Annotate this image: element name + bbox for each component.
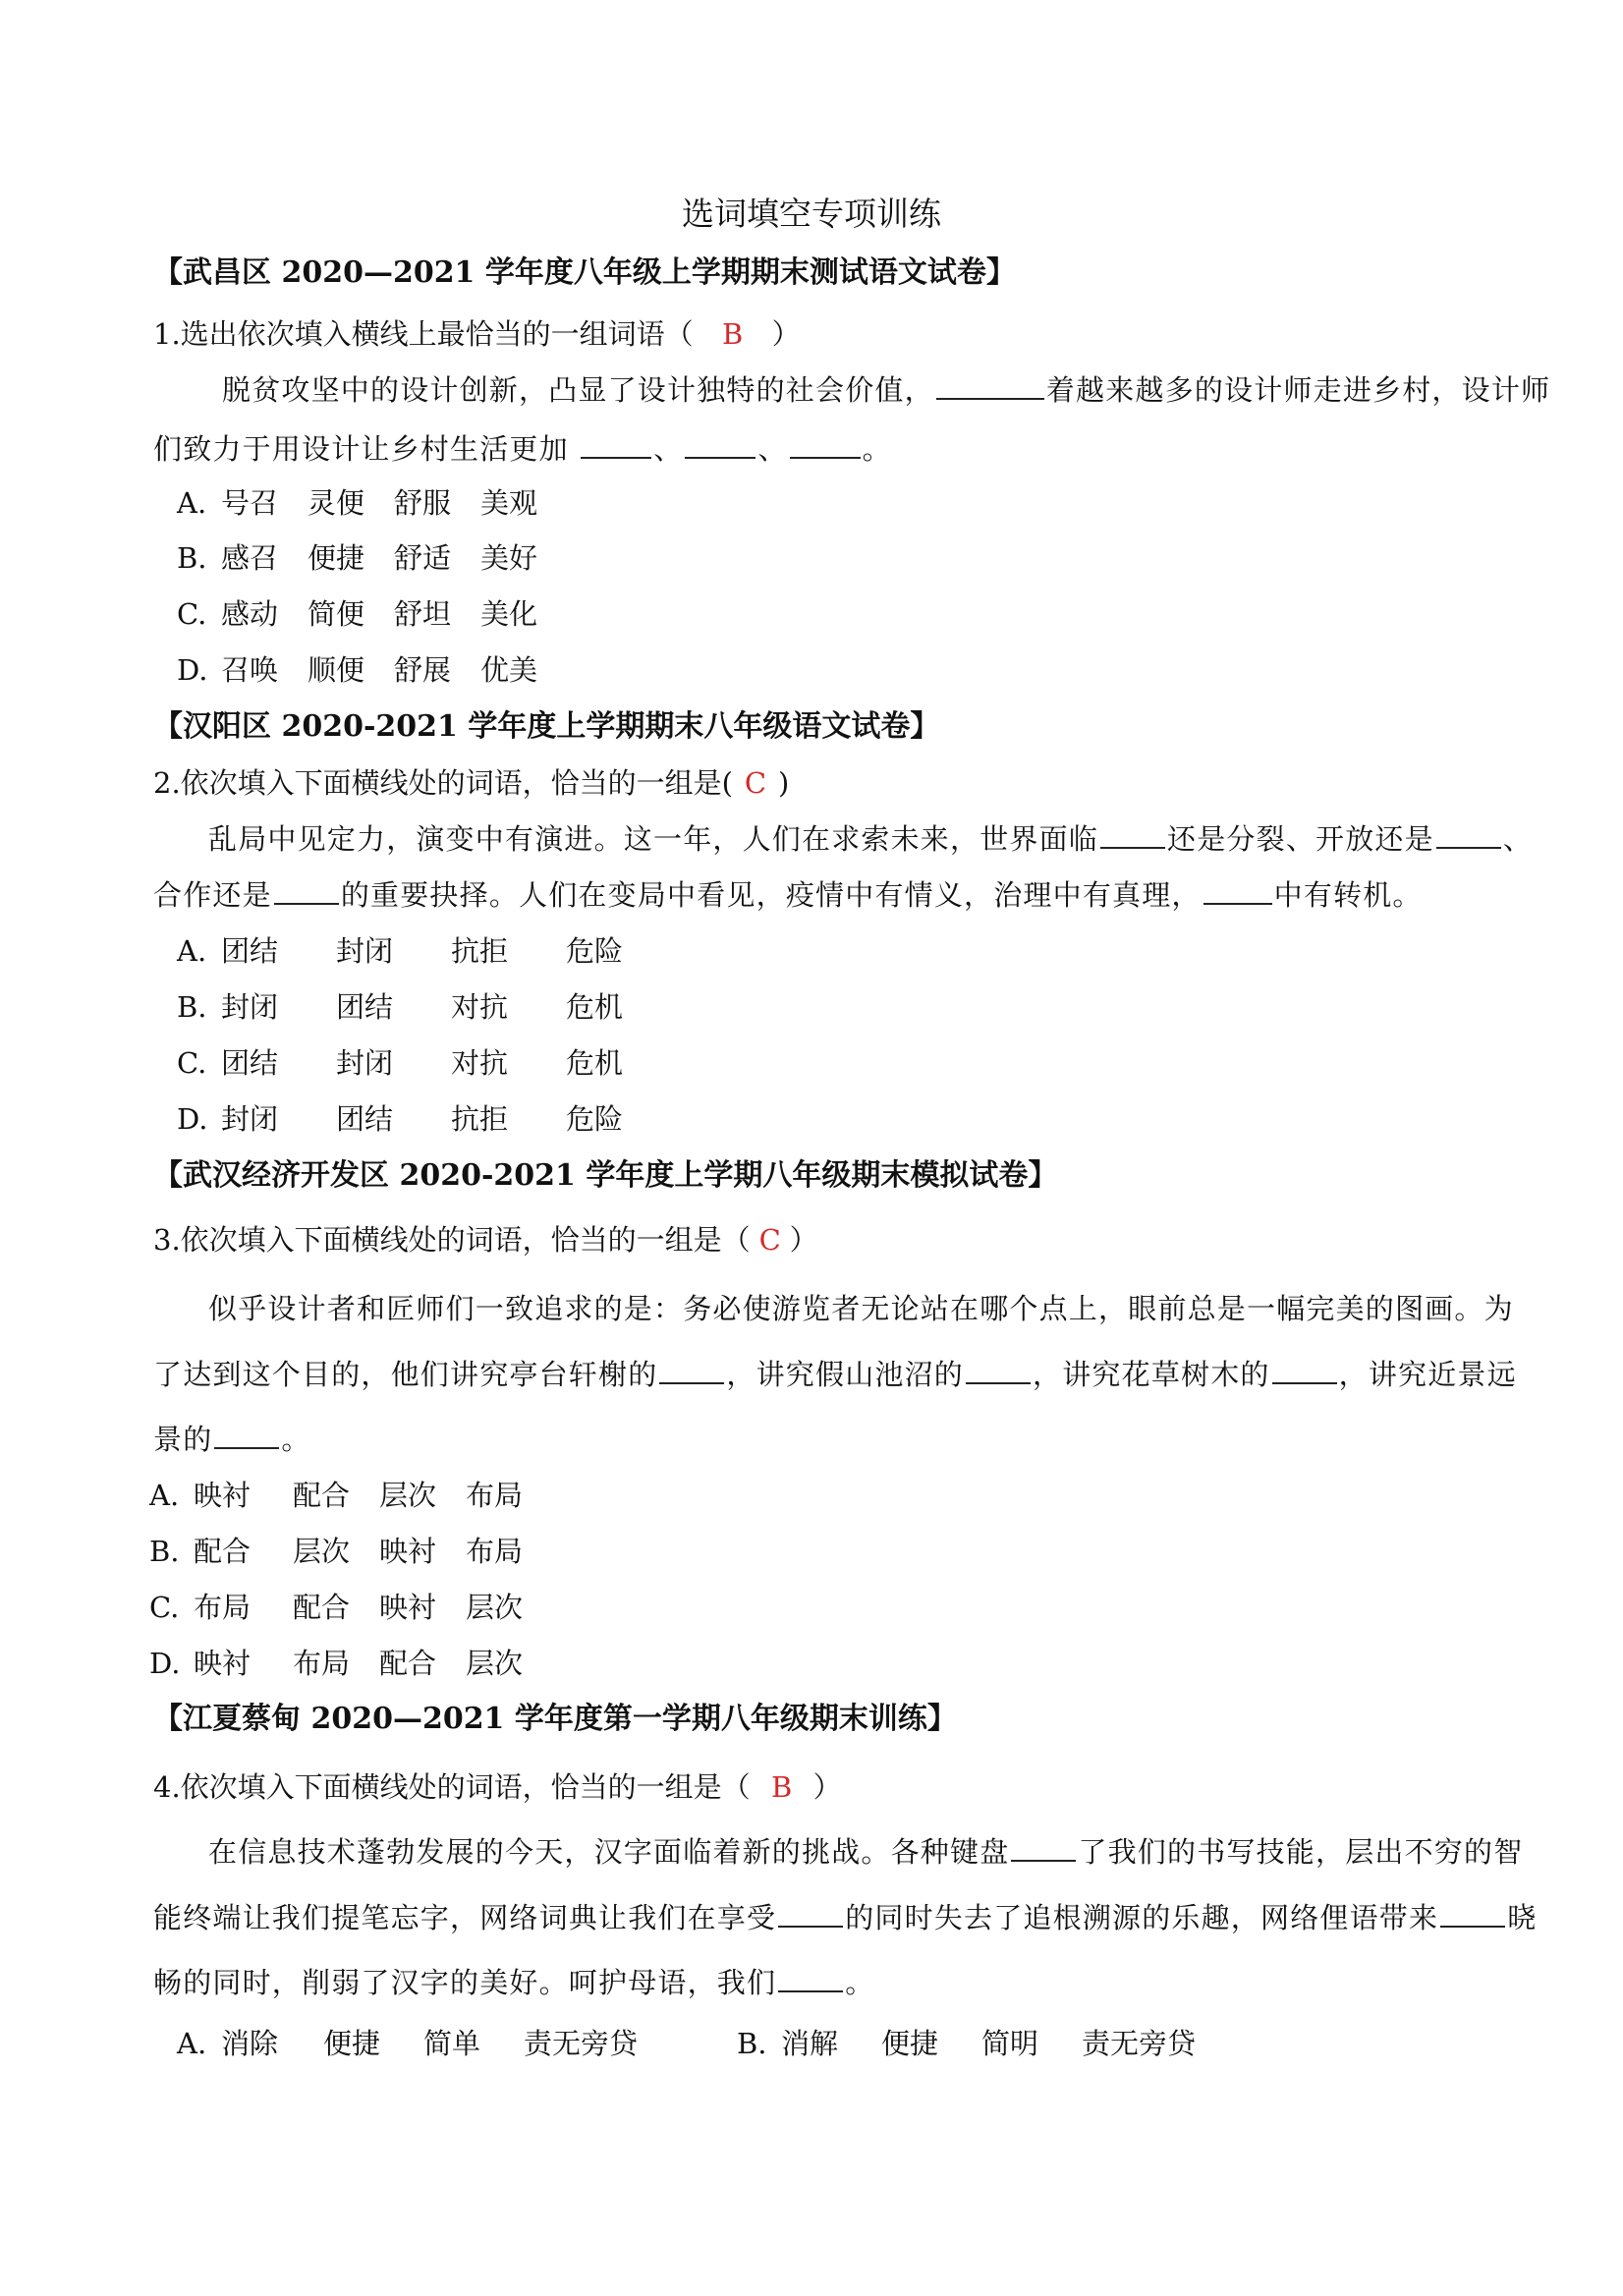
document-title: 选词填空专项训练 bbox=[682, 195, 941, 233]
option-word: 对抗 bbox=[451, 990, 509, 1024]
option-word: 布局 bbox=[466, 1479, 524, 1512]
passage-text: 景的 bbox=[153, 1423, 213, 1456]
question-4-passage-line-2 bbox=[153, 1896, 1537, 1939]
option-label: C. bbox=[177, 597, 207, 631]
option-word: 映衬 bbox=[379, 1591, 437, 1624]
option-label: A. bbox=[177, 2027, 207, 2060]
option-word: 配合 bbox=[379, 1647, 437, 1680]
option-word: 映衬 bbox=[379, 1535, 437, 1568]
question-4-prompt bbox=[153, 1765, 842, 1809]
option-word: 便捷 bbox=[323, 2027, 381, 2060]
passage-text: 了我们的书写技能，层出不穷的智 bbox=[1078, 1835, 1524, 1869]
passage-text: 合作还是 bbox=[153, 878, 272, 912]
question-3-option-c bbox=[149, 1586, 552, 1629]
question-prompt-text: 4.依次填入下面横线处的词语，恰当的一组是（ bbox=[153, 1770, 751, 1804]
option-word: 简便 bbox=[308, 597, 365, 631]
option-word: 配合 bbox=[293, 1591, 351, 1624]
question-prompt-text: 2.依次填入下面横线处的词语，恰当的一组是( bbox=[153, 766, 733, 800]
option-label: D. bbox=[149, 1647, 181, 1680]
option-label: A. bbox=[177, 934, 207, 968]
passage-text: ，讲究近景远 bbox=[1338, 1358, 1517, 1391]
fill-blank bbox=[778, 1925, 843, 1928]
passage-text: ，讲究花草树木的 bbox=[1033, 1358, 1270, 1391]
option-label: B. bbox=[177, 541, 207, 575]
option-word: 简明 bbox=[981, 2027, 1039, 2060]
question-3-option-a bbox=[149, 1474, 552, 1517]
option-label: A. bbox=[149, 1479, 180, 1512]
option-word: 团结 bbox=[221, 1046, 279, 1080]
question-prompt-close: ） bbox=[789, 1223, 818, 1257]
option-word: 消除 bbox=[221, 2027, 279, 2060]
option-word: 便捷 bbox=[308, 541, 365, 575]
option-word: 布局 bbox=[466, 1535, 524, 1568]
section-heading-1: 【武昌区 2020—2021 学年度八年级上学期期末测试语文试卷】 bbox=[153, 255, 1016, 290]
option-word: 层次 bbox=[379, 1479, 437, 1512]
question-prompt-text: 1.选出依次填入横线上最恰当的一组词语（ bbox=[153, 317, 694, 351]
question-3-option-b bbox=[149, 1530, 552, 1573]
passage-text: 乱局中见定力，演变中有演进。这一年，人们在求索未来，世界面临 bbox=[208, 822, 1099, 856]
question-prompt-close: ） bbox=[771, 317, 801, 351]
passage-text: 还是分裂、开放还是 bbox=[1167, 822, 1434, 856]
option-word: 封闭 bbox=[336, 934, 394, 968]
passage-text: 着越来越多的设计师走进乡村，设计师 bbox=[1045, 373, 1551, 407]
question-2-prompt bbox=[153, 761, 789, 805]
fill-blank bbox=[659, 1381, 724, 1384]
option-word: 责无旁贷 bbox=[524, 2027, 639, 2060]
question-1-prompt bbox=[153, 312, 801, 356]
blank-separator: 、 bbox=[653, 432, 684, 466]
option-word: 危险 bbox=[566, 1102, 624, 1136]
question-1-passage-line-1 bbox=[222, 368, 1550, 412]
option-word: 感动 bbox=[221, 597, 279, 631]
option-word: 层次 bbox=[466, 1591, 524, 1624]
passage-text: 在信息技术蓬勃发展的今天，汉字面临着新的挑战。各种键盘 bbox=[208, 1835, 1010, 1869]
passage-text: ，讲究假山池沼的 bbox=[726, 1358, 965, 1391]
fill-blank bbox=[936, 397, 1044, 400]
question-3-passage-line-3 bbox=[153, 1418, 311, 1461]
fill-blank bbox=[1436, 846, 1501, 849]
fill-blank bbox=[581, 456, 651, 459]
option-label: B. bbox=[149, 1535, 180, 1568]
section-heading-4: 【江夏蔡甸 2020—2021 学年度第一学期八年级期末训练】 bbox=[153, 1702, 957, 1736]
option-word: 舒服 bbox=[394, 486, 452, 520]
option-word: 层次 bbox=[293, 1535, 351, 1568]
fill-blank bbox=[966, 1381, 1031, 1384]
question-3-prompt bbox=[153, 1218, 818, 1261]
fill-blank bbox=[1100, 846, 1165, 849]
fill-blank bbox=[1203, 902, 1272, 905]
section-heading-2: 【汉阳区 2020-2021 学年度上学期期末八年级语文试卷】 bbox=[153, 709, 940, 744]
option-word: 配合 bbox=[293, 1479, 351, 1512]
passage-text: 。 bbox=[281, 1423, 311, 1456]
section-heading-3: 【武汉经济开发区 2020-2021 学年度上学期八年级期末模拟试卷】 bbox=[153, 1158, 1058, 1193]
question-2-option-d bbox=[177, 1097, 681, 1141]
option-word: 团结 bbox=[221, 934, 279, 968]
option-word: 配合 bbox=[194, 1535, 252, 1568]
option-word: 危机 bbox=[566, 1046, 624, 1080]
question-1-option-d bbox=[177, 648, 567, 692]
option-word: 美观 bbox=[480, 486, 538, 520]
answer-mark: C bbox=[758, 1223, 781, 1257]
option-word: 消解 bbox=[781, 2027, 839, 2060]
fill-blank bbox=[274, 902, 339, 905]
option-label: D. bbox=[177, 1102, 208, 1136]
passage-text: 、 bbox=[1502, 822, 1534, 856]
fill-blank bbox=[1011, 1859, 1076, 1862]
question-3-passage-line-1 bbox=[208, 1287, 1514, 1330]
option-label: C. bbox=[149, 1591, 180, 1624]
option-word: 团结 bbox=[336, 990, 394, 1024]
passage-text: 们致力于用设计让乡村生活更加 bbox=[153, 432, 569, 466]
passage-text: 的重要抉择。人们在变局中看见，疫情中有情义，治理中有真理， bbox=[340, 878, 1202, 912]
passage-text: 似乎设计者和匠师们一致追求的是：务必使游览者无论站在哪个点上，眼前总是一幅完美的图画。为 bbox=[208, 1292, 1514, 1325]
question-prompt-text: 3.依次填入下面横线处的词语，恰当的一组是（ bbox=[153, 1223, 751, 1257]
fill-blank bbox=[778, 1989, 843, 1992]
passage-text: 了达到这个目的，他们讲究亭台轩榭的 bbox=[153, 1358, 658, 1391]
option-word: 舒坦 bbox=[394, 597, 452, 631]
answer-mark: B bbox=[722, 317, 744, 351]
option-word: 封闭 bbox=[221, 1102, 279, 1136]
question-3-option-d bbox=[149, 1642, 552, 1685]
blank-separator: 。 bbox=[862, 432, 892, 466]
option-word: 顺便 bbox=[308, 653, 365, 687]
passage-text: 脱贫攻坚中的设计创新，凸显了设计独特的社会价值， bbox=[222, 373, 934, 407]
option-word: 对抗 bbox=[451, 1046, 509, 1080]
option-word: 封闭 bbox=[336, 1046, 394, 1080]
fill-blank bbox=[790, 456, 861, 459]
passage-text: 晓 bbox=[1507, 1901, 1538, 1934]
question-2-passage-line-2 bbox=[153, 873, 1423, 917]
fill-blank bbox=[1440, 1925, 1505, 1928]
question-3-passage-line-2 bbox=[153, 1353, 1517, 1396]
passage-text: 的同时失去了追根溯源的乐趣，网络俚语带来 bbox=[845, 1901, 1439, 1934]
option-word: 优美 bbox=[480, 653, 538, 687]
option-word: 灵便 bbox=[308, 486, 365, 520]
question-4-passage-line-1 bbox=[208, 1830, 1523, 1874]
option-word: 舒展 bbox=[394, 653, 452, 687]
option-label: B. bbox=[177, 990, 207, 1024]
answer-mark: C bbox=[744, 766, 767, 800]
question-2-passage-line-1 bbox=[208, 817, 1533, 861]
option-word: 危机 bbox=[566, 990, 624, 1024]
option-word: 映衬 bbox=[194, 1647, 252, 1680]
option-word: 舒适 bbox=[394, 541, 452, 575]
option-word: 美化 bbox=[480, 597, 538, 631]
option-word: 层次 bbox=[466, 1647, 524, 1680]
option-word: 布局 bbox=[194, 1591, 252, 1624]
fill-blank bbox=[214, 1446, 279, 1449]
answer-mark: B bbox=[771, 1770, 793, 1804]
question-1-passage-line-2 bbox=[153, 427, 892, 471]
question-1-option-a bbox=[177, 481, 567, 525]
question-prompt-close: ) bbox=[777, 766, 790, 800]
question-prompt-close: ） bbox=[812, 1770, 842, 1804]
blank-separator: 、 bbox=[757, 432, 788, 466]
option-word: 简单 bbox=[423, 2027, 481, 2060]
option-label: B. bbox=[737, 2027, 767, 2060]
question-2-option-b bbox=[177, 985, 681, 1029]
option-word: 抗拒 bbox=[451, 934, 509, 968]
passage-text: 畅的同时，削弱了汉字的美好。呵护母语，我们 bbox=[153, 1966, 777, 1999]
question-2-option-a bbox=[177, 929, 681, 973]
option-label: C. bbox=[177, 1046, 207, 1080]
passage-text: 能终端让我们提笔忘字，网络词典让我们在享受 bbox=[153, 1901, 777, 1934]
question-1-option-c bbox=[177, 592, 567, 636]
option-word: 责无旁贷 bbox=[1082, 2027, 1197, 2060]
option-label: D. bbox=[177, 653, 208, 687]
question-2-option-c bbox=[177, 1041, 681, 1085]
option-word: 布局 bbox=[293, 1647, 351, 1680]
option-word: 便捷 bbox=[881, 2027, 939, 2060]
passage-text: 中有转机。 bbox=[1273, 878, 1423, 912]
fill-blank bbox=[685, 456, 756, 459]
option-word: 号召 bbox=[221, 486, 279, 520]
option-word: 抗拒 bbox=[451, 1102, 509, 1136]
fill-blank bbox=[1272, 1381, 1337, 1384]
option-word: 团结 bbox=[336, 1102, 394, 1136]
option-word: 召唤 bbox=[221, 653, 279, 687]
option-word: 危险 bbox=[566, 934, 624, 968]
passage-text: 。 bbox=[845, 1966, 875, 1999]
option-word: 封闭 bbox=[221, 990, 279, 1024]
option-label: A. bbox=[177, 486, 207, 520]
question-4-options-row bbox=[177, 2022, 1209, 2065]
option-word: 美好 bbox=[480, 541, 538, 575]
question-1-option-b bbox=[177, 536, 567, 580]
option-word: 感召 bbox=[221, 541, 279, 575]
option-word: 映衬 bbox=[194, 1479, 252, 1512]
question-4-passage-line-3 bbox=[153, 1961, 874, 2004]
